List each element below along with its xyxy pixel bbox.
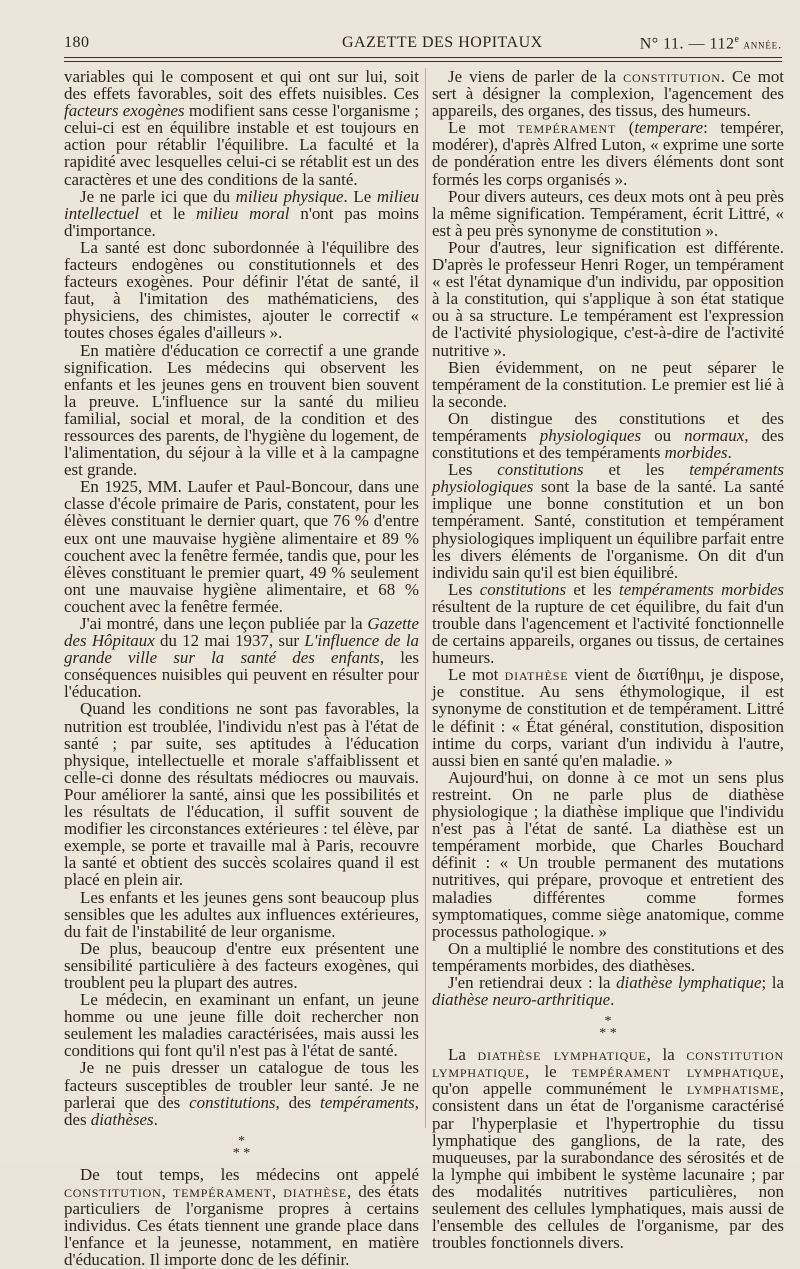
paragraph: De plus, beaucoup d'entre eux présentent une sensibilité particulière à des facteurs exogènes, qui troublent peu la plupart des autres. — [64, 938, 419, 992]
paragraph: Je viens de parler de la constitution. Ce mot sert à désigner la complexion, l'agencement des appareils, des organes, des tissus, des humeurs. — [432, 67, 784, 121]
header-rule-double — [64, 61, 782, 62]
section-separator: * * * — [232, 1133, 251, 1161]
section-separator: * * * — [599, 1014, 617, 1042]
paragraph: En 1925, MM. Laufer et Paul-Boncour, dans une classe d'école primaire de Paris, constatent, pour les élèves constituant le dernier quart, que 76 % d'entre eux ont une mauvaise hygiène alimentaire et 89 % couchent avec la fenêtre fermée, tandis que, pour les élèves constituant le premier quart, 49 % seulement ont une mauvaise hygiène alimentaire, et 68 % couchent avec la fenêtre fermée. — [64, 477, 419, 616]
paragraph: J'en retiendrai deux : la diathèse lymphatique; la diathèse neuro-arthritique. — [432, 972, 784, 1010]
page-header — [64, 34, 782, 56]
header-rule — [64, 57, 782, 58]
page-number: 180 — [64, 34, 90, 51]
paragraph: De tout temps, les médecins ont appelé constitution, tempérament, diathèse, des états particuliers de l'organisme propres à certains individus. Ces états tiennent une grande place dans l'enfance et la jeunesse, notamment, en matière d'éducation. Il importe donc de les définir. — [64, 1164, 419, 1269]
right-column — [432, 68, 784, 1251]
paragraph: Les constitutions et les tempéraments morbides résultent de la rupture de cet équilibre, du fait d'un trouble dans l'agencement et l'activité fonctionnelle de certains appareils, organes ou tissus, de certaines humeurs. — [432, 579, 784, 668]
paragraph: variables qui le composent et qui ont sur lui, soit des effets favorables, soit des effets nuisibles. Ces facteurs exogènes modifient sans cesse l'organisme ; celui-ci est en équilibre instable et est toujours en action pour rétablir l'équilibre. La faculté et la rapidité avec lesquelles celui-ci se rétablit est un des caractères et une des conditions de la santé. — [64, 67, 419, 189]
paragraph: Bien évidemment, on ne peut séparer le tempérament de la constitution. Le premier est lié à la seconde. — [432, 357, 784, 411]
paragraph: Les constitutions et les tempéraments physiologiques sont la base de la santé. La santé implique une bonne constitution et un bon tempérament. Santé, constitution et tempérament physiologiques impliquent un équilibre parfait entre les divers éléments de l'organisme. On dit d'un individu sain qu'il est bien équilibré. — [432, 460, 784, 582]
paragraph: Pour d'autres, leur signification est différente. D'après le professeur Henri Roger, un tempérament « est l'état dynamique d'un individu, par opposition à la constitution, qui s'applique à son état statique ou à sa structure. Le tempérament est l'expression de l'activité physiologique, c'est-à-dire de l'activité nutritive ». — [432, 237, 784, 360]
paragraph: Pour divers auteurs, ces deux mots ont à peu près la même signification. Tempérament, écrit Littré, « est à peu près synonyme de constitution ». — [432, 186, 784, 240]
paragraph: Le mot diathèse vient de διατίθημι, je dispose, je constitue. Au sens éthymologique, il est synonyme de constitution et de tempérament. Littré le définit : « État général, constitution, disposition intime du corps, variant d'un individu à l'autre, aussi bien en santé qu'en maladie. » — [432, 665, 785, 770]
paragraph: Quand les conditions ne sont pas favorables, la nutrition est troublée, l'individu n'est pas à l'état de santé ; par suite, ses aptitudes à l'éducation physique, intellectuelle et morale s'affaiblissent et celle-ci donne des résultats médiocres ou mauvais. Pour améliorer la santé, ainsi que les possibilités et les résultats de l'éducation, il suffit souvent de modifier les circonstances extérieures : tel élève, par exemple, se porte et travaille mal à Paris, recouvre la santé et obtient des succès scolaires quand il est placé en plein air. — [64, 699, 419, 890]
paragraph: On distingue des constitutions et des tempéraments physiologiques ou normaux, des constitutions et des tempéraments morbides. — [432, 408, 784, 463]
left-column — [64, 68, 419, 1268]
paragraph: La diathèse lymphatique, la constitution lymphatique, le tempérament lymphatique, qu'on appelle communément le lymphatisme, consistent dans un état de l'organisme caractérisé par l'hyperplasie et l'hypertrophie du tissu lymphatique des ganglions, de la rate, des muqueuses, par la surabondance des sérosités et de la lymphe qui imbibent le système lacunaire ; par des modalités nutritives particulières, non seulement des cellules lymphatiques, mais aussi de l'ensemble des cellules de l'organisme, par des troubles fonctionnels divers. — [432, 1045, 784, 1253]
paragraph: J'ai montré, dans une leçon publiée par la Gazette des Hôpitaux du 12 mai 1937, sur L'influence de la grande ville sur la santé des enfants, les conséquences nuisibles qui peuvent en résulter pour l'éducation. — [64, 614, 420, 702]
paragraph: Le mot tempérament (temperare: tempérer, modérer), d'après Alfred Luton, « exprime une sorte de pondération entre les divers éléments dont sont formés les corps organisés ». — [432, 118, 784, 189]
paragraph: Aujourd'hui, on donne à ce mot un sens plus restreint. On ne parle plus de diathèse physiologique ; la diathèse implique que l'individu n'est pas à l'état de santé. La diathèse est un tempérament morbide, que Charles Bouchard définit : « Un trouble permanent des mutations nutritives, qui prépare, provoque et entretient des maladies différentes comme formes symptomatiques, comme siège anatomique, comme processus pathologique. » — [432, 767, 784, 941]
paragraph: Le médecin, en examinant un enfant, un jeune homme ou une jeune fille doit rechercher non seulement les maladies caractérisées, mais aussi les conditions qui font qu'il n'est pas à l'état de santé. — [64, 990, 419, 1061]
paragraph: Les enfants et les jeunes gens sont beaucoup plus sensibles que les adultes aux influences extérieures, du fait de l'instabilité de leur organisme. — [64, 887, 419, 941]
paragraph: En matière d'éducation ce correctif a une grande signification. Les médecins qui observent les enfants et les jeunes gens en trouvent bien souvent la preuve. L'influence sur la santé du milieu familial, social et moral, de la condition et des ressources des parents, de l'hygiène du logement, de l'alimentation, du séjour à la ville et à la campagne est grande. — [64, 340, 419, 480]
issue-number: N° 11. — 112e année. — [639, 34, 782, 53]
column-divider — [425, 68, 426, 1128]
journal-title: GAZETTE DES HOPITAUX — [342, 34, 543, 51]
paragraph: Je ne puis dresser un catalogue de tous les facteurs susceptibles de troubler leur santé. Je ne parlerai que des constitutions, des tempéraments, des diathèses. — [64, 1058, 419, 1129]
paragraph: Je ne parle ici que du milieu physique. Le milieu intellectuel et le milieu moral n'ont pas moins d'importance. — [64, 186, 420, 240]
paragraph: On a multiplié le nombre des constitutions et des tempéraments morbides, des diathèses. — [432, 938, 784, 975]
paragraph: La santé est donc subordonnée à l'équilibre des facteurs endogènes ou constitutionnels et des facteurs exogènes. Pour définir l'état de santé, il faut, à l'imitation des mathématiciens, des physiciens, des chimistes, ajouter le correctif « toutes choses égales d'ailleurs ». — [64, 237, 419, 343]
